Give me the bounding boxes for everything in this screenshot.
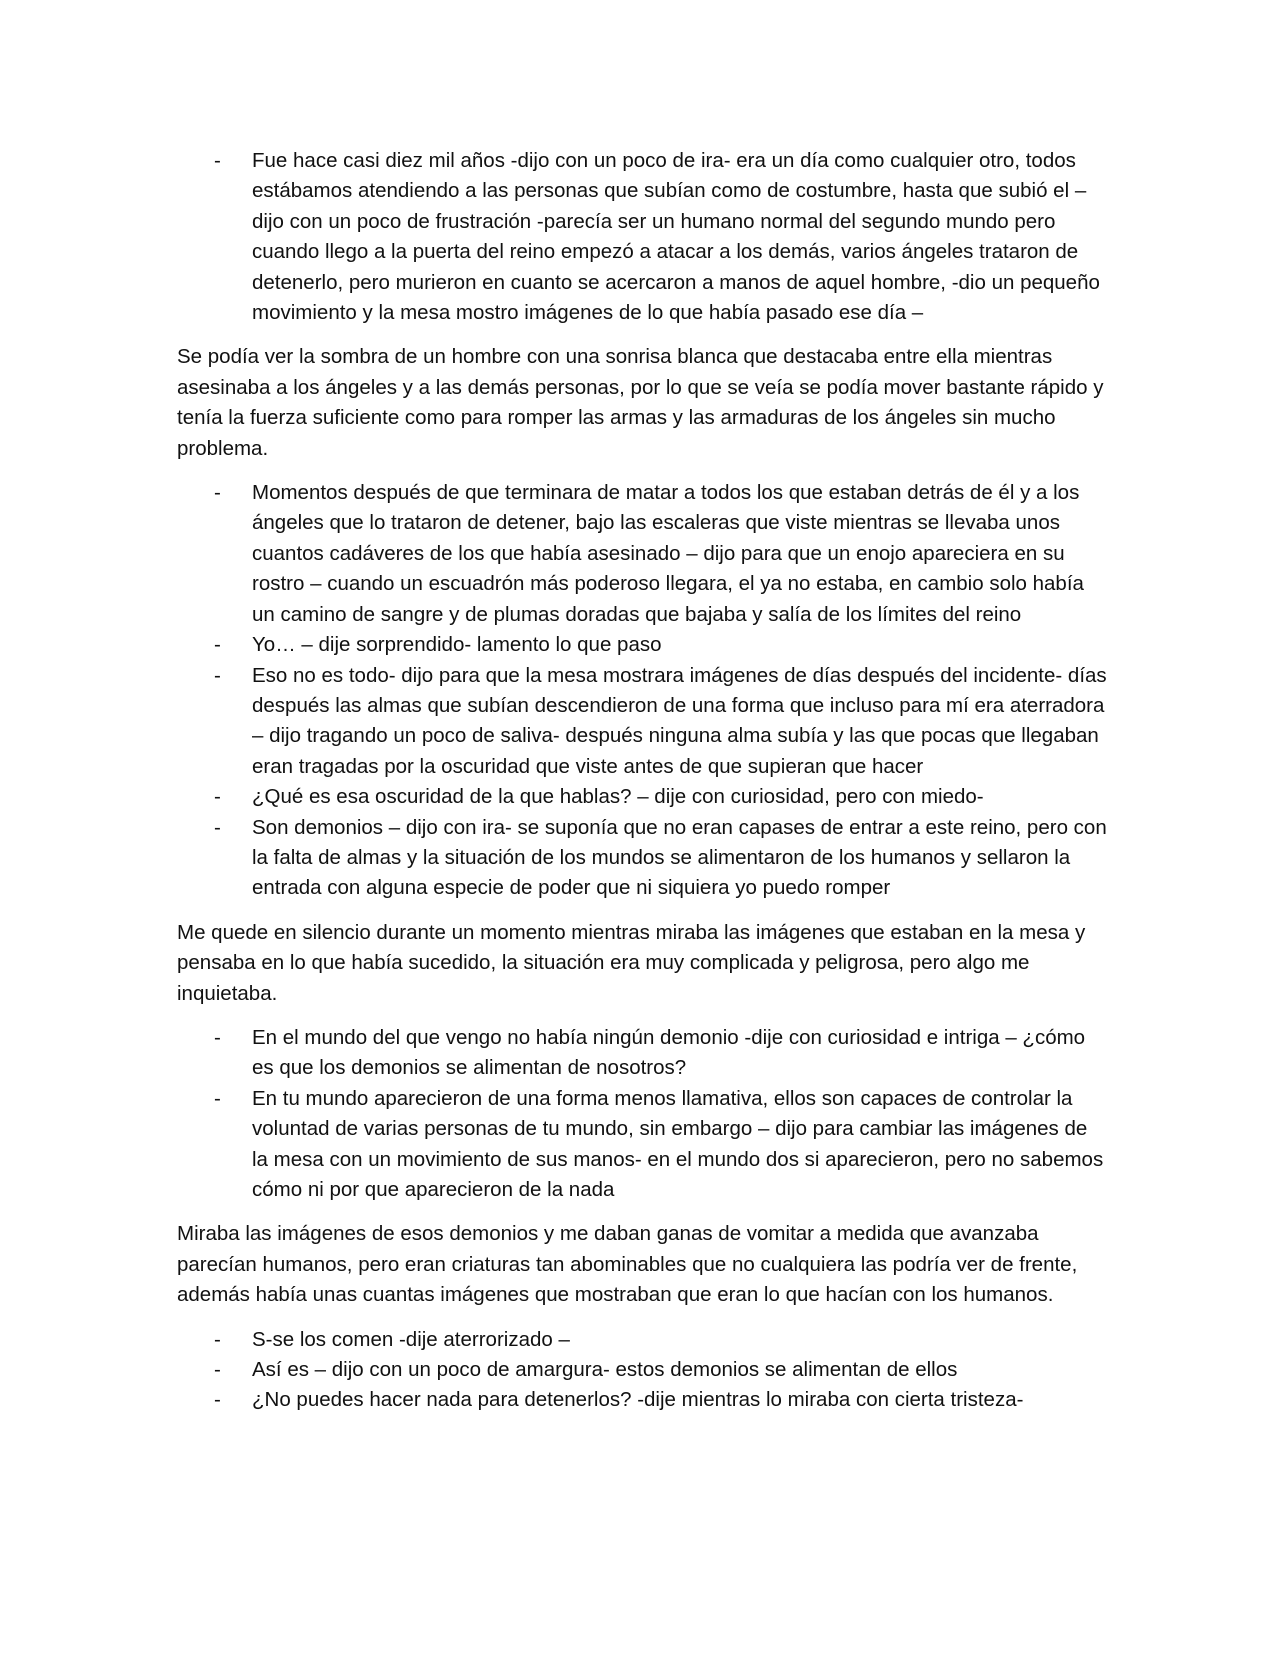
dialogue-list	[177, 1325, 1107, 1416]
dialogue-text: Así es – dijo con un poco de amargura- estos demonios se alimentan de ellos	[252, 1358, 958, 1382]
dialogue-list	[177, 146, 1107, 328]
dialogue-line: - Yo… – dije sorprendido- lamento lo que paso	[214, 633, 662, 657]
document-page	[177, 146, 1107, 1430]
dialogue-text: Yo… – dije sorprendido- lamento lo que paso	[252, 633, 662, 657]
dialogue-list	[177, 478, 1107, 904]
dialogue-line: - S-se los comen -dije aterrorizado –	[214, 1327, 570, 1351]
dialogue-line: - Fue hace casi diez mil años -dijo con un poco de ira- era un día como cualquier otro, todos estábamos atendiendo a las personas que subían como de costumbre, hasta que subió el –dijo con un poco de frustración -parecía ser un humano normal del segundo mundo pero cuando llego a la puerta del reino empezó a atacar a los demás, varios ángeles trataron de detenerlo, pero murieron en cuanto se acercaron a manos de aquel hombre, -dio un pequeño movimiento y la mesa mostro imágenes de lo que había pasado ese día –	[214, 149, 1100, 325]
dialogue-text: S-se los comen -dije aterrorizado –	[252, 1327, 570, 1351]
dialogue-line: - En tu mundo aparecieron de una forma menos llamativa, ellos son capaces de controlar la voluntad de varias personas de tu mundo, sin embargo – dijo para cambiar las imágenes de la mesa con un movimiento de sus manos- en el mundo dos si aparecieron, pero no sabemos cómo ni por que aparecieron de la nada	[214, 1086, 1104, 1201]
dialogue-line: - Así es – dijo con un poco de amargura- estos demonios se alimentan de ellos	[214, 1358, 958, 1382]
dialogue-text: Fue hace casi diez mil años -dijo con un poco de ira- era un día como cualquier otro, todos estábamos atendiendo a las personas que subían como de costumbre, hasta que subió el –dijo con un poco de frustración -parecía ser un humano normal del segundo mundo pero cuando llego a la puerta del reino empezó a atacar a los demás, varios ángeles trataron de detenerlo, pero murieron en cuanto se acercaron a manos de aquel hombre, -dio un pequeño movimiento y la mesa mostro imágenes de lo que había pasado ese día –	[252, 149, 1100, 325]
narration-paragraph: Me quede en silencio durante un momento mientras miraba las imágenes que estaban en la mesa y pensaba en lo que había sucedido, la situación era muy complicada y peligrosa, pero algo me inquietaba.	[177, 920, 1086, 1005]
dialogue-text: ¿No puedes hacer nada para detenerlos? -dije mientras lo miraba con cierta tristeza-	[252, 1388, 1024, 1412]
dialogue-list	[177, 1023, 1107, 1205]
narration-paragraph: Miraba las imágenes de esos demonios y me daban ganas de vomitar a medida que avanzaba parecían humanos, pero eran criaturas tan abominables que no cualquiera las podría ver de frente, además había unas cuantas imágenes que mostraban que eran lo que hacían con los humanos.	[177, 1222, 1078, 1307]
dialogue-line: - ¿No puedes hacer nada para detenerlos? -dije mientras lo miraba con cierta tristeza-	[214, 1388, 1024, 1412]
dialogue-text: En el mundo del que vengo no había ningún demonio -dije con curiosidad e intriga – ¿cómo es que los demonios se alimentan de nosotros?	[252, 1025, 1086, 1080]
dialogue-text: Momentos después de que terminara de matar a todos los que estaban detrás de él y a los ángeles que lo trataron de detener, bajo las escaleras que viste mientras se llevaba unos cuantos cadáveres de los que había asesinado – dijo para que un enojo apareciera en su rostro – cuando un escuadrón más poderoso llegara, el ya no estaba, en cambio solo había un camino de sangre y de plumas doradas que bajaba y salía de los límites del reino	[252, 481, 1084, 626]
narration-paragraph: Se podía ver la sombra de un hombre con una sonrisa blanca que destacaba entre ella mientras asesinaba a los ángeles y a las demás personas, por lo que se veía se podía mover bastante rápido y tenía la fuerza suficiente como para romper las armas y las armaduras de los ángeles sin mucho problema.	[177, 345, 1104, 460]
dialogue-text: ¿Qué es esa oscuridad de la que hablas? – dije con curiosidad, pero con miedo-	[252, 785, 984, 809]
dialogue-text: Eso no es todo- dijo para que la mesa mostrara imágenes de días después del incidente- días después las almas que subían descendieron de una forma que incluso para mí era aterradora – dijo tragando un poco de saliva- después ninguna alma subía y las que pocas que llegaban eran tragadas por la oscuridad que viste antes de que supieran que hacer	[252, 663, 1107, 778]
dialogue-line: - ¿Qué es esa oscuridad de la que hablas? – dije con curiosidad, pero con miedo-	[214, 785, 984, 809]
dialogue-text: Son demonios – dijo con ira- se suponía que no eran capases de entrar a este reino, pero con la falta de almas y la situación de los mundos se alimentaron de los humanos y sellaron la entrada con alguna especie de poder que ni siquiera yo puedo romper	[252, 815, 1107, 900]
dialogue-line: - Momentos después de que terminara de matar a todos los que estaban detrás de él y a los ángeles que lo trataron de detener, bajo las escaleras que viste mientras se llevaba unos cuantos cadáveres de los que había asesinado – dijo para que un enojo apareciera en su rostro – cuando un escuadrón más poderoso llegara, el ya no estaba, en cambio solo había un camino de sangre y de plumas doradas que bajaba y salía de los límites del reino	[214, 481, 1084, 626]
dialogue-line: - Son demonios – dijo con ira- se suponía que no eran capases de entrar a este reino, pero con la falta de almas y la situación de los mundos se alimentaron de los humanos y sellaron la entrada con alguna especie de poder que ni siquiera yo puedo romper	[214, 815, 1107, 900]
dialogue-line: - En el mundo del que vengo no había ningún demonio -dije con curiosidad e intriga – ¿cómo es que los demonios se alimentan de nosotros?	[214, 1025, 1086, 1080]
dialogue-line: - Eso no es todo- dijo para que la mesa mostrara imágenes de días después del incidente- días después las almas que subían descendieron de una forma que incluso para mí era aterradora – dijo tragando un poco de saliva- después ninguna alma subía y las que pocas que llegaban eran tragadas por la oscuridad que viste antes de que supieran que hacer	[214, 663, 1107, 778]
dialogue-text: En tu mundo aparecieron de una forma menos llamativa, ellos son capaces de controlar la voluntad de varias personas de tu mundo, sin embargo – dijo para cambiar las imágenes de la mesa con un movimiento de sus manos- en el mundo dos si aparecieron, pero no sabemos cómo ni por que aparecieron de la nada	[252, 1086, 1104, 1201]
